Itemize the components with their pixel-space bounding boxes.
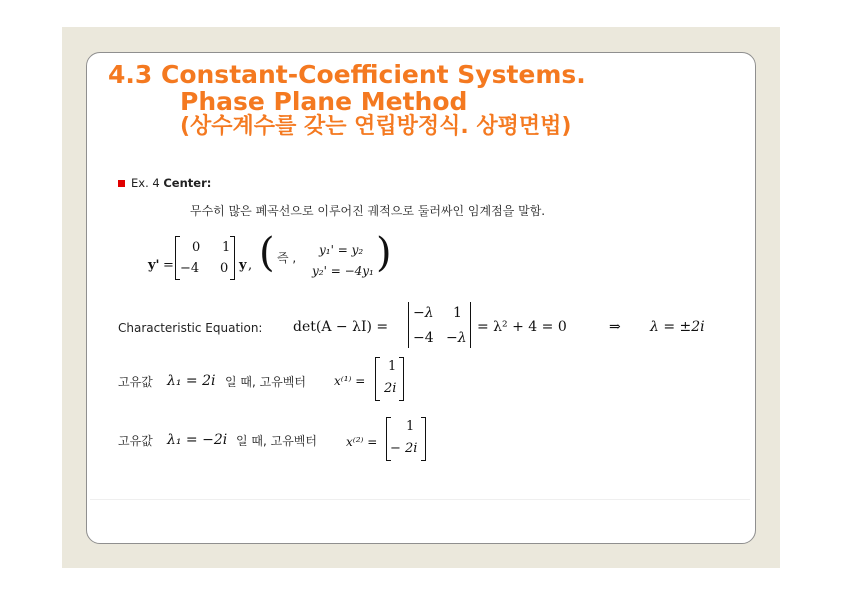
det-m12: 1 <box>453 305 462 321</box>
det-right-bar <box>470 302 471 348</box>
example-number: Ex. 4 <box>131 176 160 190</box>
system-comma: , <box>248 258 253 273</box>
det-left-bar <box>408 302 409 348</box>
eigenvalue-result: λ = ±2i <box>650 319 705 335</box>
matrix-r1c1: 0 <box>192 240 201 255</box>
title-line-3: (상수계수를 갖는 연립방정식. 상평면법) <box>180 114 572 139</box>
matrix-r2c1: −4 <box>180 261 200 276</box>
eigen2-mid: 일 때, 고유벡터 <box>236 434 317 448</box>
title-line-1: 4.3 Constant-Coefficient Systems. <box>108 60 586 89</box>
eigen2-value: λ₁ = −2i <box>167 432 228 448</box>
example-heading: Center: <box>163 176 212 190</box>
eigen1-prefix: 고유값 <box>118 375 153 389</box>
divider <box>90 499 750 500</box>
eigen1-left-bracket <box>375 357 380 401</box>
example-description: 무수히 많은 폐곡선으로 이루어진 궤적으로 둘러싸인 임계점을 말함. <box>190 204 546 218</box>
system-equals: = <box>163 258 174 273</box>
system-eq1: y₁' = y₂ <box>319 243 364 257</box>
characteristic-rhs: = λ² + 4 = 0 <box>477 319 567 335</box>
characteristic-label: Characteristic Equation: <box>118 321 263 335</box>
eigen1-vector-label: x⁽¹⁾ = <box>334 374 366 388</box>
eigen2-vector-label: x⁽²⁾ = <box>346 435 378 449</box>
eigen2-prefix: 고유값 <box>118 434 153 448</box>
eigen1-v1: 1 <box>388 359 397 374</box>
example-label <box>131 178 211 190</box>
system-lhs: y' <box>148 258 160 273</box>
matrix-r2c2: 0 <box>220 261 229 276</box>
system-vector: y <box>239 258 247 273</box>
jeuk-label: 즉 , <box>277 251 297 265</box>
eigen2-v1: 1 <box>406 419 415 434</box>
eigen1-value: λ₁ = 2i <box>167 373 216 389</box>
eigen1-right-bracket <box>399 357 404 401</box>
matrix-r1c2: 1 <box>222 240 231 255</box>
eigen2-right-bracket <box>421 417 426 461</box>
title-line-2: Phase Plane Method <box>180 87 468 116</box>
matrix-right-bracket <box>230 236 235 280</box>
bullet-square-icon <box>118 180 125 187</box>
det-m21: −4 <box>413 330 434 346</box>
det-m22: −λ <box>446 330 467 346</box>
determinant-expression: det(A − λI) = <box>293 319 389 335</box>
eigen2-v2: − 2i <box>390 441 418 456</box>
right-paren: ) <box>376 230 392 276</box>
left-paren: ( <box>259 230 275 276</box>
system-eq2: y₂' = −4y₁ <box>312 264 374 278</box>
det-m11: −λ <box>413 305 434 321</box>
eigen1-mid: 일 때, 고유벡터 <box>225 375 306 389</box>
eigen1-v2: 2i <box>384 381 397 396</box>
implies-arrow: ⇒ <box>609 319 621 335</box>
